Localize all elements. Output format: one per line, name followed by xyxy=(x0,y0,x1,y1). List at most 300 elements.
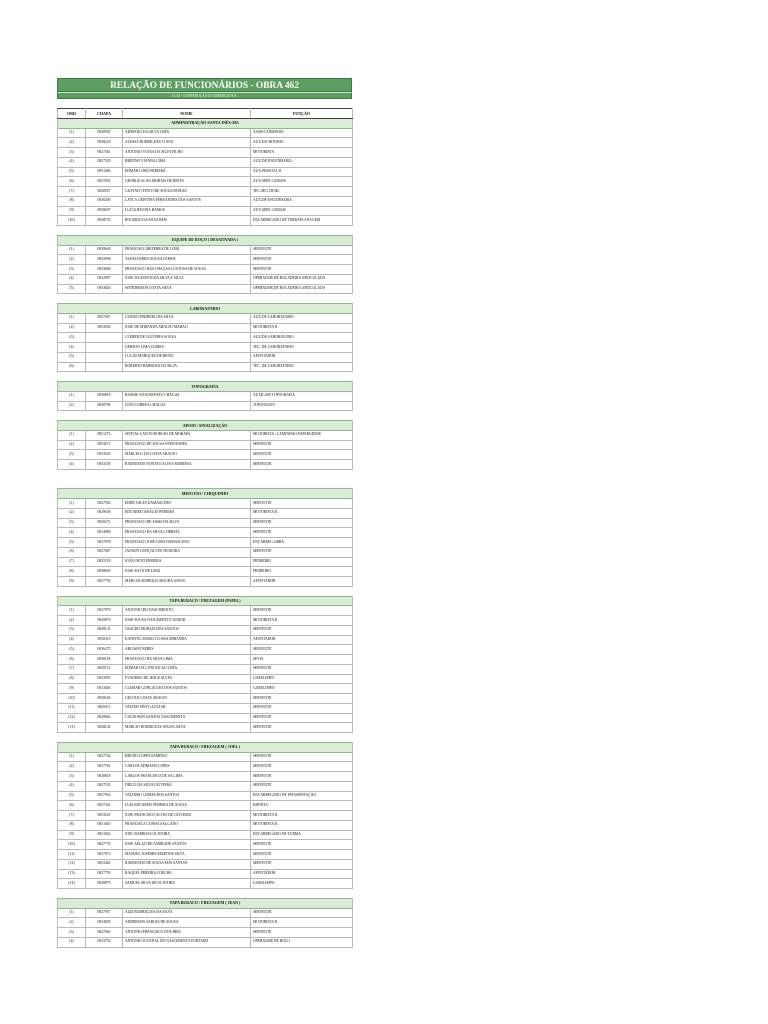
chapa-cell: 0833521 xyxy=(86,811,123,821)
column-header-ord: ORD xyxy=(58,109,86,119)
section-title: TAPA BURACO / FREZAGEM ( JOEL ) xyxy=(58,742,353,752)
chapa-cell: 0827697 xyxy=(86,313,123,323)
nome-cell: CLEBER DE OLIVEIRA SOUSA xyxy=(123,333,251,343)
ord-cell: (4) xyxy=(58,635,86,645)
table-row xyxy=(58,772,353,782)
employee-list-sheet xyxy=(57,78,352,948)
nome-cell: MANOEL JOSEMIS MARTINS SILVA xyxy=(123,850,251,860)
ord-cell: (5) xyxy=(58,167,86,177)
section-title: ADMINISTRAÇÃO-SANTA INÊS-MA xyxy=(58,118,353,128)
funcao-cell: SERVENTE xyxy=(251,518,353,528)
table-row xyxy=(58,401,353,411)
ord-cell: (4) xyxy=(58,274,86,284)
funcao-cell: TEC. DE LABORATORIO xyxy=(251,343,353,353)
ord-cell: (7) xyxy=(58,187,86,197)
nome-cell: CARLOS ADRIANO LOPES xyxy=(123,762,251,772)
chapa-cell: 0827937 xyxy=(86,908,123,918)
ord-cell: (1) xyxy=(58,499,86,509)
table-row xyxy=(58,196,353,206)
chapa-cell: 0829712 xyxy=(86,664,123,674)
table-row xyxy=(58,840,353,850)
ord-cell: (3) xyxy=(58,518,86,528)
nome-cell: EDUARDO ARAUJO PEREIRA xyxy=(123,508,251,518)
table-row xyxy=(58,713,353,723)
ord-cell: (5) xyxy=(58,791,86,801)
funcao-cell: SERVENTE xyxy=(251,713,353,723)
nome-cell: FRANCISCO JOSE LIMA DAMASCENO xyxy=(123,538,251,548)
chapa-cell: 0827761 xyxy=(86,762,123,772)
chapa-cell: 0829649 xyxy=(86,245,123,255)
ord-cell: (3) xyxy=(58,265,86,275)
funcao-cell: SERVENTE xyxy=(251,781,353,791)
nome-cell: JOSE DE MIRANDA ARAUJO MARAO xyxy=(123,323,251,333)
funcao-cell: MOTORISTA II xyxy=(251,918,353,928)
funcao-cell: SERVENTE xyxy=(251,460,353,470)
ord-cell: (2) xyxy=(58,762,86,772)
funcao-cell: APONTADOR xyxy=(251,352,353,362)
table-row xyxy=(58,908,353,918)
ord-cell: (2) xyxy=(58,323,86,333)
funcao-cell: MOTORISTA / CAMINHAO ESPARGIDOR xyxy=(251,430,353,440)
chapa-cell: 0825518 xyxy=(86,557,123,567)
chapa-cell: 0833671 xyxy=(86,440,123,450)
section-header-row xyxy=(58,898,353,908)
funcao-cell: MOTORISTA xyxy=(251,148,353,158)
ord-cell: (4) xyxy=(58,343,86,353)
table-row xyxy=(58,450,353,460)
table-row xyxy=(58,928,353,938)
funcao-cell: APONTADOR xyxy=(251,635,353,645)
chapa-cell: 0833752 xyxy=(86,937,123,947)
sheet-title: RELAÇÃO DE FUNCIONÁRIOS - OBRA 462 xyxy=(57,78,352,92)
funcao-cell: AUX.PESSOAL II xyxy=(251,167,353,177)
table-row xyxy=(58,869,353,879)
nome-cell: ARLISON NERES xyxy=(123,645,251,655)
section-header-row xyxy=(58,489,353,499)
section-title: APOIO / SINALIZAÇÃO xyxy=(58,421,353,431)
spacer-row xyxy=(58,889,353,899)
funcao-cell: SEVIS xyxy=(251,655,353,665)
table-row xyxy=(58,801,353,811)
funcao-cell: AUX.SERV. GERAIS xyxy=(251,206,353,216)
ord-cell: (12) xyxy=(58,713,86,723)
chapa-cell: 0827932 xyxy=(86,791,123,801)
chapa-cell: 0828818 xyxy=(86,772,123,782)
nome-cell: VALTER PINTO AGUIAR xyxy=(123,703,251,713)
ord-cell: (2) xyxy=(58,508,86,518)
nome-cell: JOSE SOUSA NASCIMENTO JUNIOR xyxy=(123,616,251,626)
chapa-cell: 0828979 xyxy=(86,879,123,889)
table-row xyxy=(58,625,353,635)
funcao-cell: PEDREIRO xyxy=(251,567,353,577)
table-row xyxy=(58,859,353,869)
ord-cell: (8) xyxy=(58,567,86,577)
funcao-cell: SERVENTE xyxy=(251,723,353,733)
ord-cell: (6) xyxy=(58,177,86,187)
funcao-cell: ENCARREG.OBRA xyxy=(251,538,353,548)
ord-cell: (4) xyxy=(58,781,86,791)
ord-cell: (9) xyxy=(58,684,86,694)
chapa-cell: 0833539 xyxy=(86,460,123,470)
nome-cell: JOSE AELAN DE ANDRADE SANTOS xyxy=(123,840,251,850)
table-row xyxy=(58,255,353,265)
ord-cell: (11) xyxy=(58,850,86,860)
chapa-cell: 0827979 xyxy=(86,606,123,616)
spacer-cell xyxy=(58,889,353,899)
ord-cell: (2) xyxy=(58,440,86,450)
table-row xyxy=(58,148,353,158)
ord-cell: (8) xyxy=(58,820,86,830)
nome-cell: VALDISIO GOMES DOS SANTOS xyxy=(123,791,251,801)
table-row xyxy=(58,245,353,255)
funcao-cell: APONTADOR xyxy=(251,577,353,587)
funcao-cell: ASSIST.ADMINIST. xyxy=(251,128,353,138)
section-header-row xyxy=(58,421,353,431)
ord-cell: (7) xyxy=(58,557,86,567)
table-row xyxy=(58,547,353,557)
ord-cell: (1) xyxy=(58,245,86,255)
ord-cell: (4) xyxy=(58,937,86,947)
spacer-row xyxy=(58,733,353,743)
nome-cell: BRENNO VIANNA LIMA xyxy=(123,157,251,167)
chapa-cell: 0838735 xyxy=(86,216,123,226)
chapa-cell: 0838160 xyxy=(86,694,123,704)
ord-cell: (4) xyxy=(58,460,86,470)
table-row xyxy=(58,157,353,167)
table-row xyxy=(58,538,353,548)
funcao-cell: MOTORISTA II xyxy=(251,508,353,518)
nome-cell: FRANCISCO BEZERRA DE LIMA xyxy=(123,245,251,255)
table-row xyxy=(58,508,353,518)
chapa-cell: 0828131 xyxy=(86,625,123,635)
nome-cell: ANTONIO VIANA DA SILVA FILHO xyxy=(123,148,251,158)
nome-cell: RAIMUNDO NONATO ALVES MOREIRA xyxy=(123,460,251,470)
section-header-row xyxy=(58,382,353,392)
ord-cell: (14) xyxy=(58,879,86,889)
funcao-cell: SERVENTE xyxy=(251,499,353,509)
spacer-row xyxy=(58,586,353,596)
ord-cell: (1) xyxy=(58,752,86,762)
nome-cell: LUCIA REGINA RAMOS xyxy=(123,206,251,216)
chapa-cell: 0832058 xyxy=(86,255,123,265)
spacer-row xyxy=(58,372,353,382)
funcao-cell: MOTORISTA II xyxy=(251,820,353,830)
section-title: MEIO FIO / CHIQUINHO xyxy=(58,489,353,499)
chapa-cell: 0831464 xyxy=(86,167,123,177)
table-row xyxy=(58,820,353,830)
column-header-nome: NOME xyxy=(123,109,251,119)
funcao-cell: APONTADOR xyxy=(251,869,353,879)
nome-cell: OSALDO MORAIS DOS SANTOS xyxy=(123,625,251,635)
ord-cell: (2) xyxy=(58,616,86,626)
ord-cell: (4) xyxy=(58,157,86,167)
ord-cell: (7) xyxy=(58,664,86,674)
funcao-cell: SERVENTE xyxy=(251,547,353,557)
table-row xyxy=(58,830,353,840)
funcao-cell: OPERADOR DE ROLO xyxy=(251,937,353,947)
table-row xyxy=(58,499,353,509)
ord-cell: (6) xyxy=(58,655,86,665)
ord-cell: (3) xyxy=(58,625,86,635)
table-body xyxy=(58,118,353,947)
funcao-cell: OPERADOR DE ROCADEIRA ARTICULADA xyxy=(251,274,353,284)
nome-cell: BRUNO LOPES SAMPAIO xyxy=(123,752,251,762)
spacer-row xyxy=(58,479,353,489)
ord-cell: (1) xyxy=(58,908,86,918)
nome-cell: ANTONIO DO NASCIMENTO xyxy=(123,606,251,616)
funcao-cell: GARI/LIMPO xyxy=(251,879,353,889)
nome-cell: MARCOS RODRIGO MOURA ANJOS xyxy=(123,577,251,587)
table-row xyxy=(58,655,353,665)
funcao-cell: GARI/LIMPO xyxy=(251,674,353,684)
chapa-cell: 0829962 xyxy=(86,713,123,723)
chapa-cell: 0838218 xyxy=(86,138,123,148)
ord-cell: (5) xyxy=(58,645,86,655)
chapa-cell: 0827978 xyxy=(86,538,123,548)
nome-cell: CICERO PINHEIRO DA SILVA xyxy=(123,313,251,323)
funcao-cell: SERVENTE xyxy=(251,528,353,538)
spacer-cell xyxy=(58,479,353,489)
funcao-cell: MOTORISTA II xyxy=(251,811,353,821)
section-title: LABORATORIO xyxy=(58,304,353,314)
table-row xyxy=(58,937,353,947)
funcao-cell: TOPOGRAFO xyxy=(251,401,353,411)
table-row xyxy=(58,362,353,372)
ord-cell: (5) xyxy=(58,352,86,362)
table-row xyxy=(58,352,353,362)
table-row xyxy=(58,635,353,645)
table-row xyxy=(58,557,353,567)
nome-cell: ROBERTO BARBOSA DA SILVA xyxy=(123,362,251,372)
chapa-cell: 0833840 xyxy=(86,265,123,275)
ord-cell: (6) xyxy=(58,362,86,372)
spacer-cell xyxy=(58,294,353,304)
funcao-cell: SERVENTE xyxy=(251,265,353,275)
chapa-cell: 0838316 xyxy=(86,635,123,645)
funcao-cell: TEC. DE LABORATORIO xyxy=(251,362,353,372)
spacer-row xyxy=(58,469,353,479)
chapa-cell: 0831842 xyxy=(86,830,123,840)
company-subtitle: LCM - CONSTRUÇÃO E COMERCIO S/A xyxy=(57,92,352,99)
nome-cell: ALESSA RODRIGUES COSTA xyxy=(123,138,251,148)
funcao-cell: OPERADOR DE ROCADEIRA ARTICULADA xyxy=(251,284,353,294)
spacer-cell xyxy=(58,586,353,596)
section-header-row xyxy=(58,235,353,245)
table-row xyxy=(58,391,353,401)
spacer-row xyxy=(58,411,353,421)
funcao-cell: AUX.DE ENGENHARIA xyxy=(251,196,353,206)
table-row xyxy=(58,460,353,470)
spacer xyxy=(57,99,352,108)
spacer-row xyxy=(58,294,353,304)
chapa-cell: 0834829 xyxy=(86,918,123,928)
funcao-cell: SERVENTE xyxy=(251,606,353,616)
funcao-cell: MOTORISTA II xyxy=(251,616,353,626)
table-row xyxy=(58,577,353,587)
section-header-row xyxy=(58,118,353,128)
table-row xyxy=(58,723,353,733)
nome-cell: ADRIANO DA SILVA LIMA xyxy=(123,128,251,138)
chapa-cell xyxy=(86,362,123,372)
chapa-cell: 0838659 xyxy=(86,567,123,577)
nome-cell: EVANDRO DE JESUS ALVES xyxy=(123,674,251,684)
table-row xyxy=(58,138,353,148)
funcao-cell: SERVENTE xyxy=(251,625,353,635)
section-title: TAPA BURACO / FREZAGEM ( JEAN ) xyxy=(58,898,353,908)
table-row xyxy=(58,674,353,684)
table-row xyxy=(58,284,353,294)
table-row xyxy=(58,703,353,713)
ord-cell: (3) xyxy=(58,772,86,782)
nome-cell: CALDOSON SANTOS NASCIMENTO xyxy=(123,713,251,723)
ord-cell: (6) xyxy=(58,547,86,557)
nome-cell: FRANCISCO DE SOUSA FERNANDES xyxy=(123,440,251,450)
chapa-cell: 0827754 xyxy=(86,577,123,587)
section-header-row xyxy=(58,304,353,314)
ord-cell: (2) xyxy=(58,138,86,148)
chapa-cell: 0813046 xyxy=(86,684,123,694)
chapa-cell: 0827341 xyxy=(86,801,123,811)
employee-table xyxy=(57,108,353,948)
funcao-cell: SERVENTE xyxy=(251,762,353,772)
ord-cell: (2) xyxy=(58,401,86,411)
ord-cell: (6) xyxy=(58,801,86,811)
funcao-cell: AUXILIAR TOPOGRAFIA xyxy=(251,391,353,401)
chapa-cell: 0827972 xyxy=(86,850,123,860)
chapa-cell: 0829511 xyxy=(86,703,123,713)
funcao-cell: TEC.SEG.TRAB. xyxy=(251,187,353,197)
nome-cell: SAMUEL SILVA DE OLIVEIRA xyxy=(123,879,251,889)
funcao-cell: ESPINTA xyxy=(251,801,353,811)
ord-cell: (7) xyxy=(58,811,86,821)
funcao-cell: SERVENTE xyxy=(251,440,353,450)
chapa-cell: 0827529 xyxy=(86,157,123,167)
chapa-cell: 0836275 xyxy=(86,645,123,655)
nome-cell: FRANCISCO DA SILVA LIMA xyxy=(123,655,251,665)
nome-cell: RAQUEL PEREIRA COELHO xyxy=(123,869,251,879)
nome-cell: JOSE SILVA DE LIMA xyxy=(123,567,251,577)
spacer-cell xyxy=(58,469,353,479)
chapa-cell: 0829638 xyxy=(86,508,123,518)
chapa-cell: 0833826 xyxy=(86,284,123,294)
chapa-cell: 0827667 xyxy=(86,547,123,557)
nome-cell: JOSE FRANCISCO ALVES DE OLIVEIRA xyxy=(123,811,251,821)
chapa-cell: 0827962 xyxy=(86,928,123,938)
table-row xyxy=(58,187,353,197)
ord-cell: (3) xyxy=(58,928,86,938)
ord-cell: (2) xyxy=(58,918,86,928)
funcao-cell: PEDREIRO xyxy=(251,557,353,567)
funcao-cell: AUX.ESCRITORIO xyxy=(251,138,353,148)
nome-cell: GEORGE ALAN MORAIS DE BRITO xyxy=(123,177,251,187)
nome-cell: GERSON LIMA GOMES xyxy=(123,343,251,353)
funcao-cell: ENCARREGADO DE TURMA xyxy=(251,830,353,840)
column-header-chapa: CHAPA xyxy=(86,109,123,119)
nome-cell: DIEGO DA SILVA OLIVEIRA xyxy=(123,781,251,791)
chapa-cell: 0828591 xyxy=(86,128,123,138)
chapa-cell xyxy=(86,352,123,362)
table-row xyxy=(58,265,353,275)
chapa-cell: 0827592 xyxy=(86,499,123,509)
funcao-cell: ENCARREGADO DE TERRAPLANAGEM xyxy=(251,216,353,226)
table-row xyxy=(58,177,353,187)
funcao-cell: ENCARREGADO DE PAVIMENTAÇÃO xyxy=(251,791,353,801)
table-row xyxy=(58,567,353,577)
chapa-cell: 0827742 xyxy=(86,752,123,762)
nome-cell: FRANCISCO DE ASSIS DA SILVA xyxy=(123,518,251,528)
ord-cell: (5) xyxy=(58,538,86,548)
nome-cell: GUSTAVO PINTO DE SOUZA PAIXAO xyxy=(123,187,251,197)
spacer-cell xyxy=(58,372,353,382)
funcao-cell: SERVENTE xyxy=(251,703,353,713)
table-row xyxy=(58,694,353,704)
table-row xyxy=(58,811,353,821)
table-row xyxy=(58,645,353,655)
nome-cell: IVAN CORREA CHAGAS xyxy=(123,401,251,411)
chapa-cell: 0838637 xyxy=(86,206,123,216)
nome-cell: EDMAR DA CONCEICAO LIMA xyxy=(123,664,251,674)
nome-cell: ROGERIO DA SILVA REIS xyxy=(123,216,251,226)
section-header-row xyxy=(58,596,353,606)
nome-cell: MARCIO RODRIGUES SOUSA SILVA xyxy=(123,723,251,733)
nome-cell: FRANCISCO DAS CHAGAS LUSTOSA DE SOUSA xyxy=(123,265,251,275)
chapa-cell: 0838200 xyxy=(86,196,123,206)
chapa-cell: 0832097 xyxy=(86,274,123,284)
nome-cell: MARCELO DA COSTA ARAUJO xyxy=(123,450,251,460)
nome-cell: BASIDE NASCIMENTO CHAGAS xyxy=(123,391,251,401)
chapa-cell xyxy=(86,333,123,343)
ord-cell: (1) xyxy=(58,128,86,138)
nome-cell: JADSON GONÇALVES TEIXEIRA xyxy=(123,547,251,557)
nome-cell: LUIS EDUARDO PEREIRA DE SOUSA xyxy=(123,801,251,811)
table-row xyxy=(58,606,353,616)
chapa-cell: 0814960 xyxy=(86,528,123,538)
ord-cell: (1) xyxy=(58,391,86,401)
spacer-cell xyxy=(58,411,353,421)
table-row xyxy=(58,216,353,226)
section-title: TOPOGRAFIA xyxy=(58,382,353,392)
section-title: EQUIPE DE ROÇO ( DESATIVADA ) xyxy=(58,235,353,245)
funcao-cell: SERVENTE xyxy=(251,772,353,782)
nome-cell: ANTONIO FRANCISCO DOS REIS xyxy=(123,928,251,938)
nome-cell: KATRYEL MARCO LOSSA MIRANDA xyxy=(123,635,251,645)
funcao-cell: MOTORISTA II xyxy=(251,323,353,333)
chapa-cell: 0831043 xyxy=(86,820,123,830)
table-row xyxy=(58,440,353,450)
nome-cell: FRANCISCA CUNHA SALGADO xyxy=(123,820,251,830)
chapa-cell: 0827535 xyxy=(86,781,123,791)
table-row xyxy=(58,879,353,889)
ord-cell: (2) xyxy=(58,255,86,265)
ord-cell: (10) xyxy=(58,840,86,850)
ord-cell: (11) xyxy=(58,703,86,713)
nome-cell: JOAO NETO PEREIRA xyxy=(123,557,251,567)
table-row xyxy=(58,528,353,538)
table-row xyxy=(58,918,353,928)
chapa-cell: 0833529 xyxy=(86,450,123,460)
chapa-cell: 0838818 xyxy=(86,391,123,401)
chapa-cell: 0831272 xyxy=(86,430,123,440)
ord-cell: (5) xyxy=(58,284,86,294)
funcao-cell: SERVENTE xyxy=(251,255,353,265)
header-row xyxy=(58,109,353,119)
funcao-cell: SERVENTE xyxy=(251,850,353,860)
funcao-cell: SERVENTE xyxy=(251,664,353,674)
nome-cell: SINIVAL LAYON BORGES DE MORAES xyxy=(123,430,251,440)
ord-cell: (13) xyxy=(58,869,86,879)
funcao-cell: SERVENTE xyxy=(251,645,353,655)
nome-cell: CLEMAR GONÇALVES DOS SANTOS xyxy=(123,684,251,694)
